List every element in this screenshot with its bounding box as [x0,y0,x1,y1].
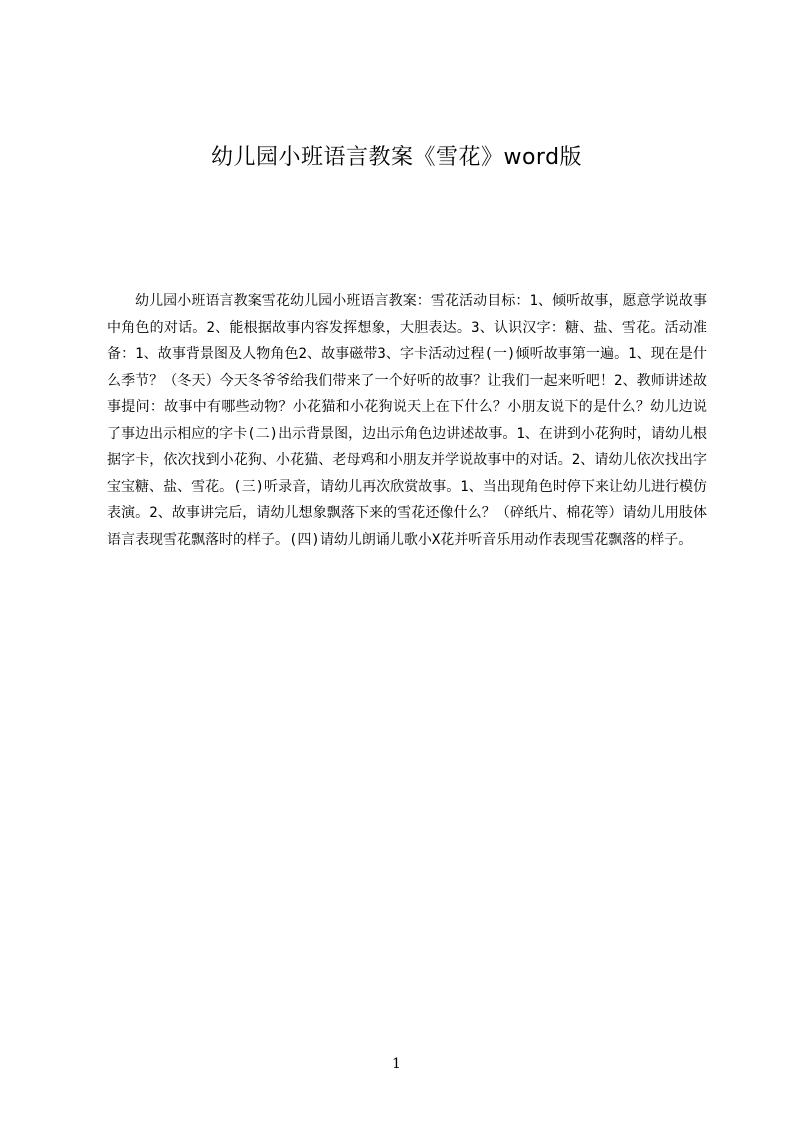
page-number: 1 [392,1056,401,1072]
document-body-paragraph: 幼儿园小班语言教案雪花幼儿园小班语言教案：雪花活动目标：1、倾听故事，愿意学说故事中角色的对话。2、能根据故事内容发挥想象，大胆表达。3、认识汉字：糖、盐、雪花。活动准备：1、故事背景图及人物角色2、故事磁带3、字卡活动过程(一)倾听故事第一遍。1、现在是什么季节？（冬天）今天冬爷爷给我们带来了一个好听的故事？让我们一起来听吧！2、教师讲述故事提问：故事中有哪些动物？小花猫和小花狗说天上在下什么？小朋友说下的是什么？幼儿边说了事边出示相应的字卡(二)出示背景图，边出示角色边讲述故事。1、在讲到小花狗时，请幼儿根据字卡，依次找到小花狗、小花猫、老母鸡和小朋友并学说故事中的对话。2、请幼儿依次找出字宝宝糖、盐、雪花。(三)听录音，请幼儿再次欣赏故事。1、当出现角色时停下来让幼儿进行模仿表演。2、故事讲完后，请幼儿想象飘落下来的雪花还像什么？（碎纸片、棉花等）请幼儿用肢体语言表现雪花飘落时的样子。(四)请幼儿朗诵儿歌小X花并听音乐用动作表现雪花飘落的样子。 [107,293,707,548]
document-title: 幼儿园小班语言教案《雪花》word版 [210,145,583,170]
